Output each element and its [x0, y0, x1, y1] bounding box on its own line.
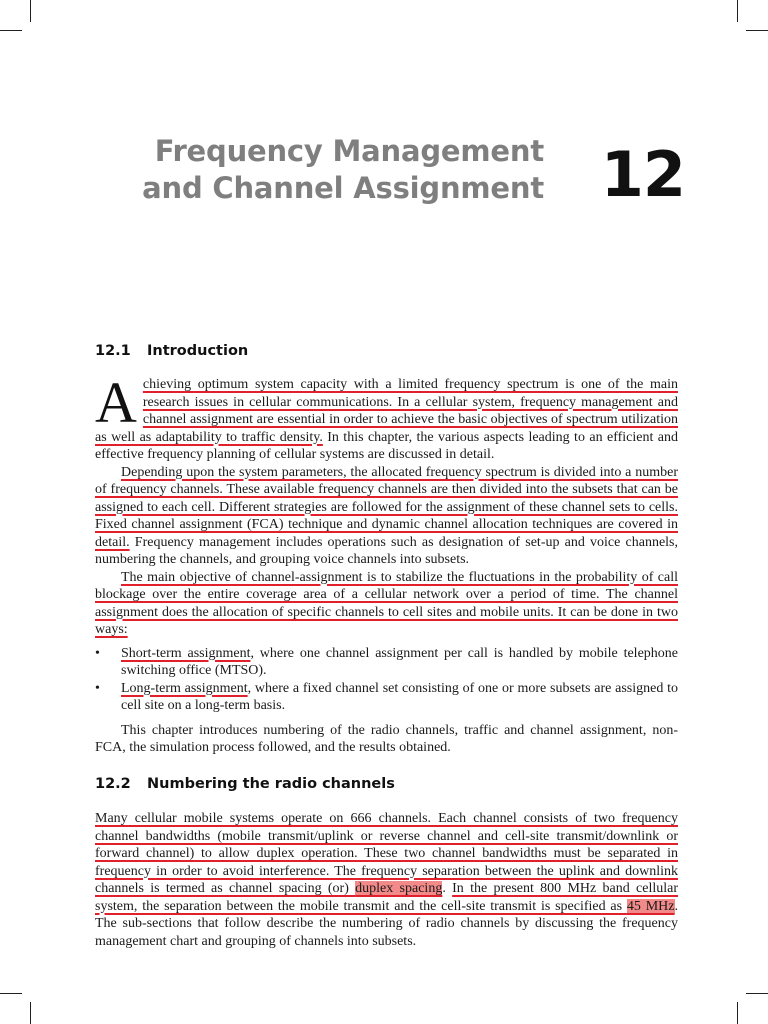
chapter-number: 12 [600, 138, 685, 211]
underlined-text: In the present 800 MHz band cellular system, the separation between the mobile transmit and the cell-site transmit is specified as [95, 881, 679, 914]
section-title: Introduction [147, 343, 249, 359]
crop-mark [30, 0, 31, 22]
section-number: 12.1 [95, 343, 131, 359]
paragraph-text: In this chapter, the various aspects leading to an efficient and effective frequency planning of cellular systems are discussed in detail. [95, 429, 678, 462]
numbering-body [95, 810, 678, 950]
crop-mark [737, 0, 738, 22]
paragraph [95, 569, 678, 639]
list-item [95, 645, 678, 680]
paragraph [95, 464, 678, 569]
introduction-body [95, 370, 679, 757]
paragraph-text: Frequency management includes operations such as designation of set-up and voice channels, numbering the channels, and grouping voice channels into subsets. [95, 534, 678, 567]
section-title: Numbering the radio channels [147, 776, 395, 792]
crop-mark [30, 1002, 31, 1024]
section-heading-numbering [95, 776, 395, 792]
underlined-text: Many cellular mobile systems operate on 666 channels. Each channel consists of two frequency channel bandwidths (mobile transmit/uplink or reverse channel and cell-site transmit/downlink or forward channel) to allow duplex operation. These two channel bandwidths must be separated in frequency in order to avoid interference. The frequency separation between the uplink and downlink channels is termed as channel spacing (or) [95, 811, 678, 896]
underlined-text: chieving optimum system capacity with a limited frequency spectrum is one of the main research issues in cellular communications. In a cellular system, frequency management and channel assignment are essential in order to achieve the basic objectives of spectrum utilization as well as adaptability to traffic density. [95, 377, 678, 445]
crop-mark [737, 1002, 738, 1024]
paragraph-text: . [442, 881, 453, 896]
highlighted-text: 45 MHz [626, 898, 675, 914]
chapter-title [100, 133, 544, 207]
crop-mark [0, 993, 22, 994]
crop-mark [746, 30, 768, 31]
paragraph [95, 810, 678, 950]
paragraph-text: . The sub-sections that follow describe the numbering of radio channels by discussing the frequency management chart and grouping of channels into subsets. [95, 898, 679, 949]
chapter-title-line: Frequency Management [154, 134, 544, 168]
underlined-text: Long-term assignment [121, 680, 248, 696]
underlined-text: Short-term assignment [121, 645, 251, 661]
highlighted-text: duplex spacing [355, 881, 443, 896]
paragraph: This chapter introduces numbering of the radio channels, traffic and channel assignment, non-FCA, the simulation process followed, and the results obtained. [95, 722, 678, 755]
list-item [95, 680, 678, 715]
section-number: 12.2 [95, 776, 131, 792]
underlined-text: The main objective of channel-assignment is to stabilize the fluctuations in the probability of call blockage over the entire coverage area of a cellular network over a period of time. The channel assignment does the allocation of specific channels to cell sites and mobile units. It can be done in two ways: [95, 569, 678, 637]
drop-cap: A [95, 370, 137, 435]
bullet-list [95, 645, 678, 715]
list-item-text: , where one channel assignment per call is handled by mobile telephone switching office (MTSO). [121, 645, 679, 678]
section-heading-introduction [95, 343, 248, 359]
crop-mark [0, 30, 22, 31]
crop-mark [746, 993, 768, 994]
chapter-title-line: and Channel Assignment [142, 171, 544, 205]
underlined-text: Depending upon the system parameters, the allocated frequency spectrum is divided into a number of frequency channels. These available frequency channels are then divided into the subsets that can be assigned to each cell. Different strategies are followed for the assignment of these channel sets to cells. Fixed channel assignment (FCA) technique and dynamic channel allocation techniques are covered in detail. [95, 464, 678, 550]
list-item-text: , where a fixed channel set consisting of one or more subsets are assigned to cell site on a long-term basis. [121, 680, 678, 713]
paragraph [95, 370, 678, 464]
